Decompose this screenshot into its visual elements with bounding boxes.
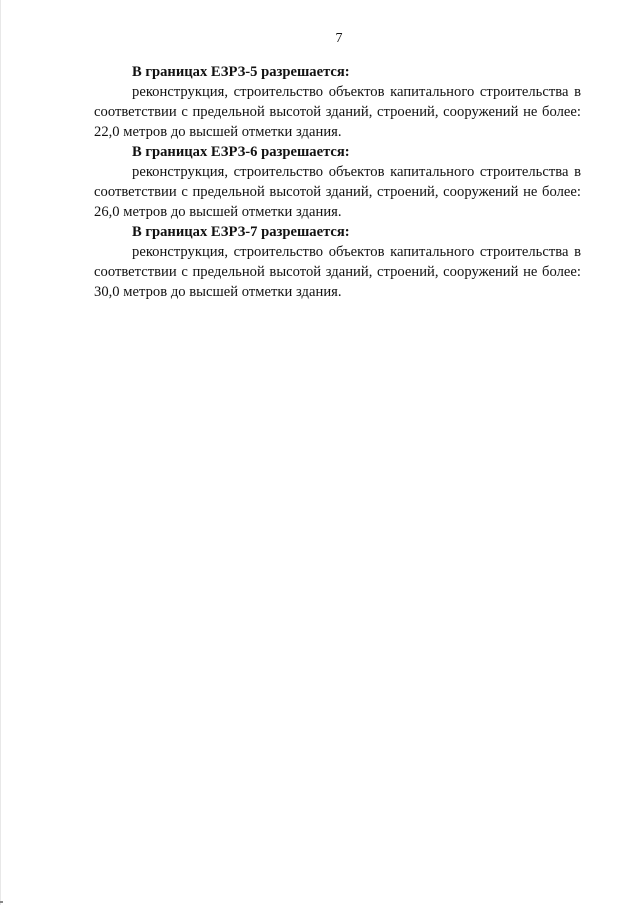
section-paragraph: реконструкция, строительство объектов капитального строительства в соответствии с предельной высотой зданий, строений, сооружений не более: 26,0 метров до высшей отметки здания. <box>94 164 581 220</box>
section-paragraph: реконструкция, строительство объектов капитального строительства в соответствии с предельной высотой зданий, строений, сооружений не более: 22,0 метров до высшей отметки здания. <box>94 84 581 140</box>
section-heading: В границах ЕЗРЗ-6 разрешается: <box>132 144 350 160</box>
section-ezrz-5 <box>94 62 581 142</box>
section-heading: В границах ЕЗРЗ-5 разрешается: <box>132 64 350 80</box>
section-ezrz-7 <box>94 222 581 302</box>
scan-edge-line <box>0 0 1 905</box>
section-heading: В границах ЕЗРЗ-7 разрешается: <box>132 224 350 240</box>
scan-corner-mark <box>0 901 3 903</box>
document-body <box>94 62 581 302</box>
section-ezrz-6 <box>94 142 581 222</box>
page-number: 7 <box>335 31 343 46</box>
section-paragraph: реконструкция, строительство объектов капитального строительства в соответствии с предельной высотой зданий, строений, сооружений не более: 30,0 метров до высшей отметки здания. <box>94 244 581 300</box>
